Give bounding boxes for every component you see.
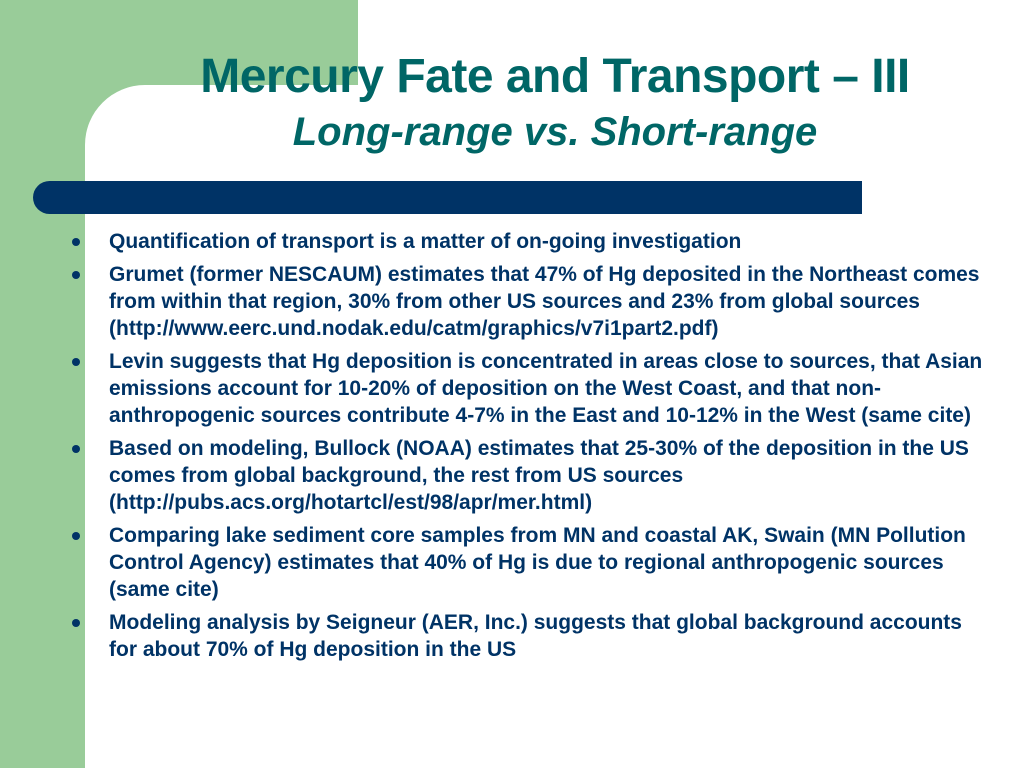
bullet-dot-icon (72, 358, 80, 366)
bullet-item (64, 228, 994, 255)
bullet-text: Grumet (former NESCAUM) estimates that 47% of Hg deposited in the Northeast comes from within that region, 30% from other US sources and 23% from global sources (http://www.eerc.und.nodak.edu/catm/graphics/v7i1part2.pdf) (109, 263, 980, 340)
bullet-text: Quantification of transport is a matter of on-going investigation (109, 230, 742, 253)
bullet-list (64, 228, 994, 669)
bullet-text: Comparing lake sediment core samples from MN and coastal AK, Swain (MN Pollution Control Agency) estimates that 40% of Hg is due to regional anthropogenic sources (same cite) (109, 524, 966, 601)
bullet-item (64, 609, 994, 663)
title-main: Mercury Fate and Transport – III (200, 50, 910, 103)
bullet-item (64, 435, 994, 516)
bullet-text: Modeling analysis by Seigneur (AER, Inc.) suggests that global background accounts for about 70% of Hg deposition in the US (109, 611, 962, 661)
bullet-dot-icon (72, 271, 80, 279)
bullet-item (64, 261, 994, 342)
title-subtitle: Long-range vs. Short-range (292, 110, 818, 154)
slide-title (90, 48, 1020, 158)
bullet-item (64, 348, 994, 429)
bullet-dot-icon (72, 619, 80, 627)
title-divider-bar (33, 181, 862, 214)
bullet-dot-icon (72, 238, 80, 246)
bullet-dot-icon (72, 532, 80, 540)
bullet-text: Based on modeling, Bullock (NOAA) estimates that 25-30% of the deposition in the US comes from global background, the rest from US sources (http://pubs.acs.org/hotartcl/est/98/apr/mer.html) (109, 437, 969, 514)
bullet-text: Levin suggests that Hg deposition is concentrated in areas close to sources, that Asian emissions account for 10-20% of deposition on the West Coast, and that non-anthropogenic sources contribute 4-7% in the East and 10-12% in the West (same cite) (109, 350, 983, 427)
bullet-item (64, 522, 994, 603)
bullet-dot-icon (72, 445, 80, 453)
